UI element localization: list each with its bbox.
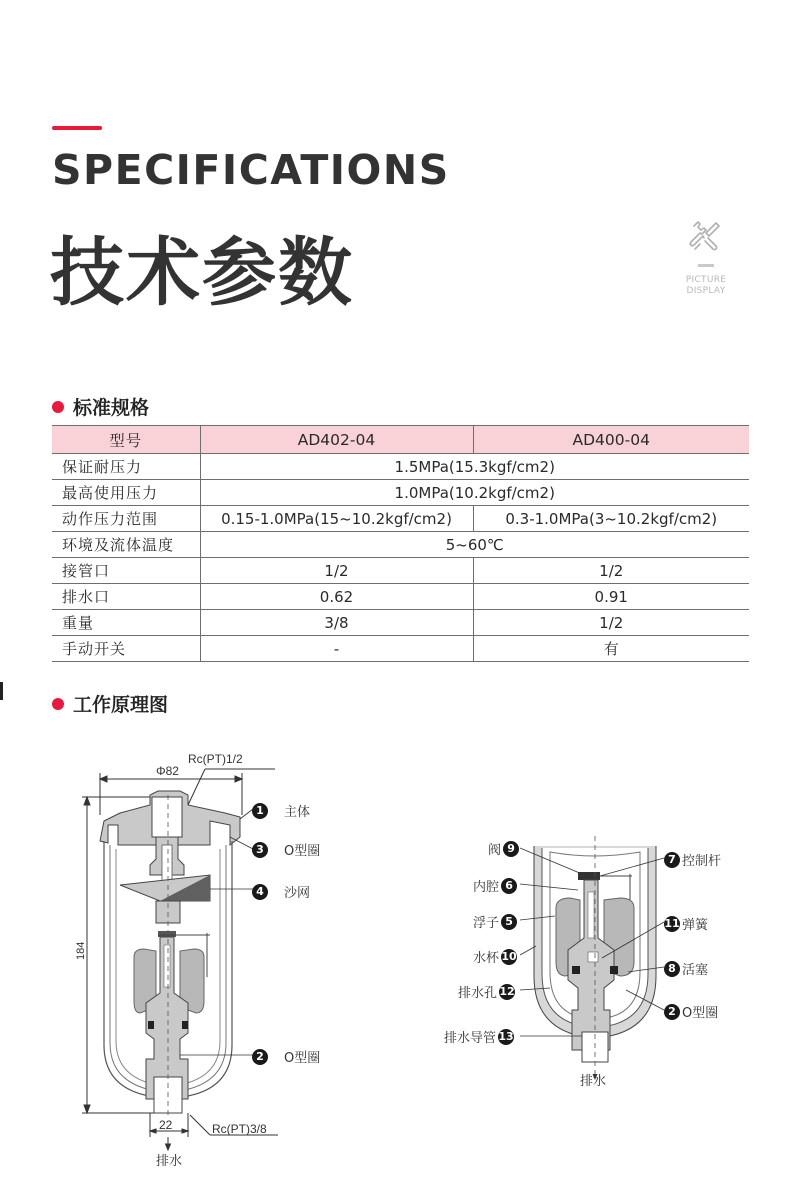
page-title-en: SPECIFICATIONS [52, 146, 450, 194]
height-label: 184 [75, 941, 87, 960]
callout-4: 4 沙网 [252, 882, 310, 901]
table-row [52, 454, 749, 480]
callout-2-right: 2 O型圈 [664, 1002, 718, 1021]
edge-marker [0, 682, 3, 700]
spec-table [52, 425, 749, 662]
callout-8: 8 活塞 [664, 959, 708, 978]
table-row [52, 506, 749, 532]
table-row [52, 558, 749, 584]
page-title-cn: 技术参数 [50, 230, 354, 316]
port-top-label: Rc(PT)1/2 [188, 752, 243, 766]
port-bottom-label: Rc(PT)3/8 [212, 1122, 267, 1136]
width-label: 22 [159, 1118, 173, 1132]
row-label: 保证耐压力 [52, 454, 200, 480]
badge-line1: PICTURE [685, 275, 727, 285]
drain-label: 排水 [156, 1153, 183, 1168]
row-value-ad400: 1/2 [473, 610, 749, 636]
header-cell-ad400: AD400-04 [473, 426, 749, 454]
table-row [52, 636, 749, 662]
badge-line2: DISPLAY [686, 286, 726, 296]
wrench-screwdriver-icon [676, 218, 736, 254]
callout-11: 11 弹簧 [664, 917, 709, 933]
callout-3: 3 O型圈 [252, 840, 320, 859]
section-label: 标准规格 [73, 397, 150, 419]
row-value-ad400: 有 [473, 636, 749, 662]
callout-2: 2 O型圈 [252, 1047, 320, 1066]
section-heading-standard-specs [52, 393, 149, 420]
table-row [52, 480, 749, 506]
row-value-ad400: 0.91 [473, 584, 749, 610]
row-value-merged: 1.5MPa(15.3kgf/cm2) [200, 454, 749, 480]
filter-cross-section-diagram [60, 745, 360, 1175]
row-label: 排水口 [52, 584, 200, 610]
callout-6: 内腔 6 [473, 876, 517, 895]
callout-10: 水杯 10 [473, 950, 517, 966]
table-row [52, 532, 749, 558]
header-cell-model: 型号 [52, 426, 200, 454]
badge-divider [698, 264, 714, 267]
row-value-ad402: 1/2 [200, 558, 473, 584]
row-value-ad402: - [200, 636, 473, 662]
row-value-ad402: 0.62 [200, 584, 473, 610]
drain-label-right: 排水 [580, 1074, 607, 1089]
section-heading-working-principle [52, 690, 168, 717]
header-cell-ad402: AD402-04 [200, 426, 473, 454]
row-value-ad402: 0.15-1.0MPa(15~10.2kgf/cm2) [200, 506, 473, 532]
row-value-ad402: 3/8 [200, 610, 473, 636]
callout-5: 浮子 5 [473, 912, 517, 931]
callout-13: 排水导管 13 [444, 1030, 514, 1046]
row-label: 环境及流体温度 [52, 532, 200, 558]
bullet-dot-icon [52, 698, 64, 710]
section-label: 工作原理图 [73, 694, 169, 716]
table-row [52, 610, 749, 636]
callout-12: 排水孔 12 [458, 985, 515, 1001]
row-value-merged: 1.0MPa(10.2kgf/cm2) [200, 480, 749, 506]
row-label: 手动开关 [52, 636, 200, 662]
callout-9: 阀 9 [488, 839, 519, 858]
table-row [52, 584, 749, 610]
callout-7: 7 控制杆 [664, 850, 721, 869]
row-label: 动作压力范围 [52, 506, 200, 532]
row-label: 最高使用压力 [52, 480, 200, 506]
diameter-label: Φ82 [156, 764, 179, 778]
bullet-dot-icon [52, 401, 64, 413]
row-label: 接管口 [52, 558, 200, 584]
accent-bar [52, 126, 102, 130]
table-header-row [52, 426, 749, 454]
row-value-ad400: 0.3-1.0MPa(3~10.2kgf/cm2) [473, 506, 749, 532]
callout-1: 1 主体 [252, 801, 310, 820]
picture-display-badge [676, 218, 736, 297]
row-label: 重量 [52, 610, 200, 636]
row-value-merged: 5~60℃ [200, 532, 749, 558]
row-value-ad400: 1/2 [473, 558, 749, 584]
